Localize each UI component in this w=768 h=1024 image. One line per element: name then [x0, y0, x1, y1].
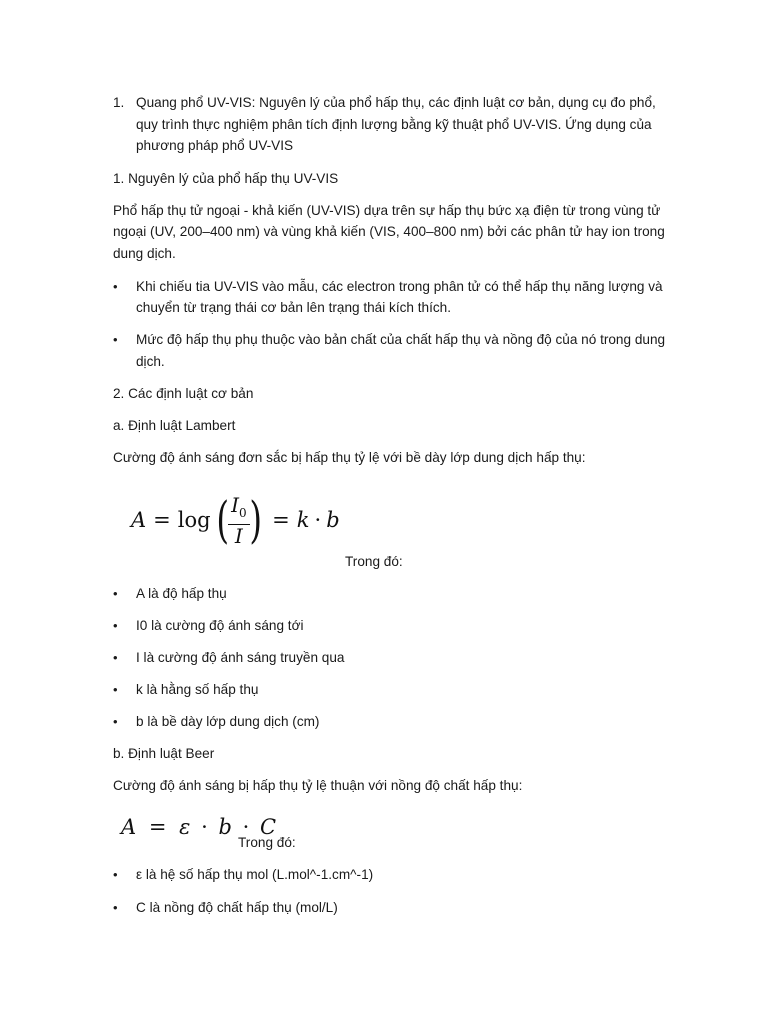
- formula-left-paren: (: [216, 491, 229, 549]
- formula-b-symbol: b: [326, 508, 340, 532]
- beer-title: b. Định luật Beer: [113, 746, 215, 761]
- lambert-title: a. Định luật Lambert: [113, 418, 236, 433]
- bullet-marker: •: [113, 332, 118, 347]
- section1-bullet-2-line-1: Mức độ hấp thụ phụ thuộc vào bản chất của chất hấp thụ và nồng độ của nó trong dung: [136, 332, 666, 347]
- formula-dot: ·: [314, 508, 322, 532]
- section1-paragraph-line-1: Phổ hấp thụ tử ngoại - khả kiến (UV-VIS) dựa trên sự hấp thụ bức xạ điện từ trong vùng tử: [113, 203, 661, 218]
- formula-denominator: I: [234, 523, 243, 548]
- bullet-marker: •: [113, 650, 118, 665]
- lambert-where-label: Trong đó:: [345, 554, 403, 569]
- beer-item-2: C là nồng độ chất hấp thụ (mol/L): [136, 900, 338, 915]
- formula-dot: ·: [201, 815, 208, 839]
- bullet-marker: •: [113, 586, 118, 601]
- formula-numerator: [228, 494, 250, 524]
- formula-log-function: log: [177, 508, 211, 532]
- lambert-item-4: k là hằng số hấp thụ: [136, 682, 259, 697]
- lambert-item-1: A là độ hấp thụ: [136, 586, 227, 601]
- formula-fraction: [228, 494, 250, 547]
- lambert-item-5: b là bề dày lớp dung dịch (cm): [136, 714, 320, 729]
- beer-item-1: ε là hệ số hấp thụ mol (L.mol^-1.cm^-1): [136, 867, 374, 882]
- lambert-item-3: I là cường độ ánh sáng truyền qua: [136, 650, 345, 665]
- heading-line-3: phương pháp phổ UV-VIS: [136, 138, 294, 153]
- heading-line-2: quy trình thực nghiệm phân tích định lượng bằng kỹ thuật phổ UV-VIS. Ứng dụng của: [136, 117, 652, 132]
- section2-title: 2. Các định luật cơ bản: [113, 386, 254, 401]
- lambert-item-2: I0 là cường độ ánh sáng tới: [136, 618, 304, 633]
- section1-paragraph-line-3: dung dịch.: [113, 246, 176, 261]
- formula-k-symbol: k: [296, 508, 310, 532]
- bullet-marker: •: [113, 867, 118, 882]
- bullet-marker: •: [113, 279, 118, 294]
- beer-where-label: Trong đó:: [238, 835, 296, 850]
- formula-numerator-subscript: 0: [239, 505, 247, 520]
- formula-equals-sign-2: =: [272, 508, 290, 532]
- section1-bullet-2-line-2: dịch.: [136, 354, 165, 369]
- formula-dot: ·: [242, 815, 250, 839]
- formula-equals-sign: =: [153, 508, 171, 532]
- formula-numerator-base: I: [231, 492, 240, 517]
- formula-concentration-symbol: C: [260, 815, 277, 839]
- formula-absorbance-symbol: A: [131, 508, 147, 532]
- formula-epsilon-symbol: ε: [179, 815, 191, 839]
- lambert-formula: [131, 488, 340, 552]
- formula-right-paren: ): [249, 491, 262, 549]
- formula-b-symbol: b: [218, 815, 232, 839]
- formula-absorbance-symbol: A: [121, 815, 137, 839]
- bullet-marker: •: [113, 900, 118, 915]
- bullet-marker: •: [113, 682, 118, 697]
- section1-bullet-1-line-2: chuyển từ trạng thái cơ bản lên trạng thái kích thích.: [136, 300, 451, 315]
- beer-sentence: Cường độ ánh sáng bị hấp thụ tỷ lệ thuận với nồng độ chất hấp thụ:: [113, 778, 523, 793]
- section1-bullet-1-line-1: Khi chiếu tia UV-VIS vào mẫu, các electron trong phân tử có thể hấp thụ năng lượng và: [136, 279, 663, 294]
- bullet-marker: •: [113, 714, 118, 729]
- section1-title: 1. Nguyên lý của phổ hấp thụ UV-VIS: [113, 171, 339, 186]
- bullet-marker: •: [113, 618, 118, 633]
- lambert-sentence: Cường độ ánh sáng đơn sắc bị hấp thụ tỷ lệ với bề dày lớp dung dịch hấp thụ:: [113, 450, 586, 465]
- heading-number: 1.: [113, 95, 125, 110]
- formula-equals-sign: =: [148, 815, 167, 839]
- heading-line-1: Quang phổ UV-VIS: Nguyên lý của phổ hấp thụ, các định luật cơ bản, dụng cụ đo phổ,: [136, 95, 656, 110]
- section1-paragraph-line-2: ngoại (UV, 200–400 nm) và vùng khả kiến (VIS, 400–800 nm) bởi các phân tử hay ion trong: [113, 224, 665, 239]
